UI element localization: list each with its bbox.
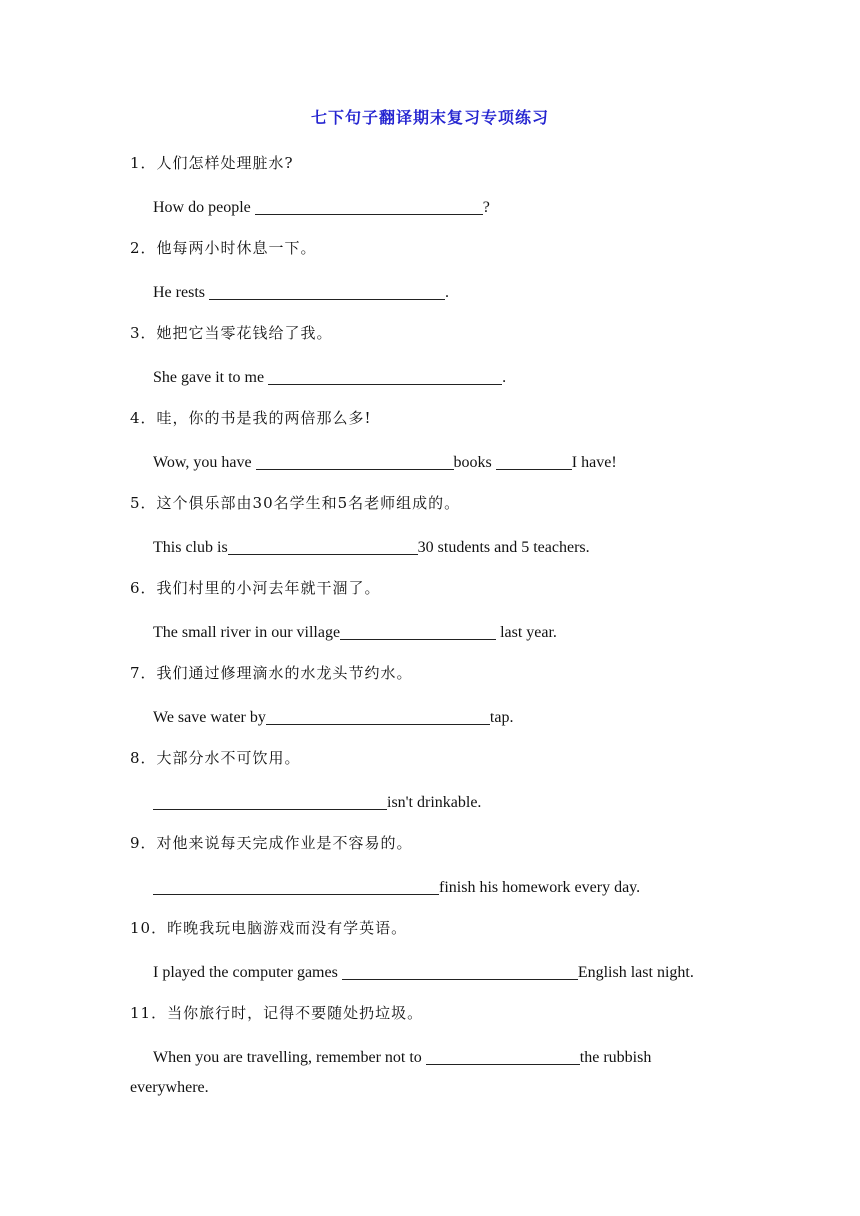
answer-text: finish his homework every day. <box>439 879 641 896</box>
answer-blank[interactable] <box>340 623 496 640</box>
answer-blank[interactable] <box>268 368 502 385</box>
question-number: 9． <box>130 834 157 852</box>
answer-line <box>130 1043 730 1103</box>
answer-blank[interactable] <box>342 963 578 980</box>
answer-text: tap. <box>489 709 514 726</box>
answer-text: . <box>444 284 449 301</box>
question-prompt <box>130 833 750 853</box>
question-chinese: 他每两小时休息一下。 <box>156 239 317 257</box>
question-chinese: 人们怎样处理脏水? <box>156 154 294 172</box>
answer-blank[interactable] <box>426 1048 580 1065</box>
question-number: 7． <box>130 664 157 682</box>
question-1 <box>130 153 750 216</box>
answer-line <box>153 963 694 983</box>
answer-text: How do people <box>153 199 255 216</box>
question-chinese: 大部分水不可饮用。 <box>156 749 301 767</box>
answer-blank[interactable] <box>228 538 418 555</box>
question-number: 8． <box>130 749 157 767</box>
answer-line <box>153 708 513 728</box>
answer-text: . <box>502 369 507 386</box>
question-9 <box>130 833 750 896</box>
answer-line <box>153 538 590 558</box>
answer-blank[interactable] <box>496 453 572 470</box>
question-prompt <box>130 323 750 343</box>
question-2 <box>130 238 750 301</box>
question-prompt <box>130 238 750 258</box>
question-chinese: 哇，你的书是我的两倍那么多! <box>156 409 372 427</box>
question-10 <box>130 918 750 981</box>
question-number: 4． <box>130 409 157 427</box>
question-prompt <box>130 493 750 513</box>
answer-text: We save water by <box>153 709 266 726</box>
answer-text: The small river in our village <box>153 624 341 641</box>
answer-text: This club is <box>153 539 228 556</box>
answer-text: books <box>453 454 496 471</box>
question-7 <box>130 663 750 726</box>
answer-line <box>153 878 640 898</box>
question-number: 6． <box>130 579 157 597</box>
question-prompt <box>130 748 750 768</box>
answer-blank[interactable] <box>153 793 387 810</box>
answer-line <box>153 368 506 388</box>
answer-text: Wow, you have <box>153 454 256 471</box>
question-prompt <box>130 153 750 173</box>
question-chinese: 对他来说每天完成作业是不容易的。 <box>156 834 413 852</box>
question-chinese: 我们村里的小河去年就干涸了。 <box>156 579 381 597</box>
answer-text: last year. <box>496 624 557 641</box>
answer-blank[interactable] <box>255 198 483 215</box>
question-prompt <box>130 578 750 598</box>
answer-text: When you are travelling, remember not to <box>153 1049 426 1066</box>
question-chinese: 当你旅行时，记得不要随处扔垃圾。 <box>167 1004 424 1022</box>
answer-text: ? <box>482 199 490 216</box>
question-4 <box>130 408 750 471</box>
answer-blank[interactable] <box>266 708 490 725</box>
question-number: 11． <box>130 1004 168 1022</box>
page-title: 七下句子翻译期末复习专项练习 <box>310 108 549 127</box>
question-prompt <box>130 1003 750 1023</box>
answer-line <box>153 623 557 643</box>
answer-blank[interactable] <box>256 453 454 470</box>
question-chinese: 昨晚我玩电脑游戏而没有学英语。 <box>167 919 408 937</box>
answer-text: the rubbish everywhere. <box>130 1049 652 1096</box>
answer-text: English last night. <box>577 964 694 981</box>
question-chinese: 这个俱乐部由30名学生和5名老师组成的。 <box>156 494 461 512</box>
question-chinese: 她把它当零花钱给了我。 <box>156 324 333 342</box>
answer-line <box>153 198 490 218</box>
answer-blank[interactable] <box>209 283 445 300</box>
question-3 <box>130 323 750 386</box>
answer-text: She gave it to me <box>153 369 269 386</box>
question-number: 1． <box>130 154 157 172</box>
question-5 <box>130 493 750 556</box>
question-number: 10． <box>130 919 168 937</box>
answer-text: 30 students and 5 teachers. <box>417 539 590 556</box>
answer-text: He rests <box>153 284 209 301</box>
question-8 <box>130 748 750 811</box>
answer-text: I have! <box>571 454 617 471</box>
question-number: 3． <box>130 324 157 342</box>
answer-text: I played the computer games <box>153 964 342 981</box>
answer-blank[interactable] <box>153 878 439 895</box>
answer-line <box>153 793 481 813</box>
question-6 <box>130 578 750 641</box>
question-11 <box>130 1003 750 1096</box>
answer-line <box>153 283 449 303</box>
question-number: 2． <box>130 239 157 257</box>
answer-line <box>153 453 617 473</box>
question-prompt <box>130 408 750 428</box>
question-prompt <box>130 663 750 683</box>
question-chinese: 我们通过修理滴水的水龙头节约水。 <box>156 664 413 682</box>
answer-text: isn't drinkable. <box>387 794 482 811</box>
question-number: 5． <box>130 494 157 512</box>
question-prompt <box>130 918 750 938</box>
